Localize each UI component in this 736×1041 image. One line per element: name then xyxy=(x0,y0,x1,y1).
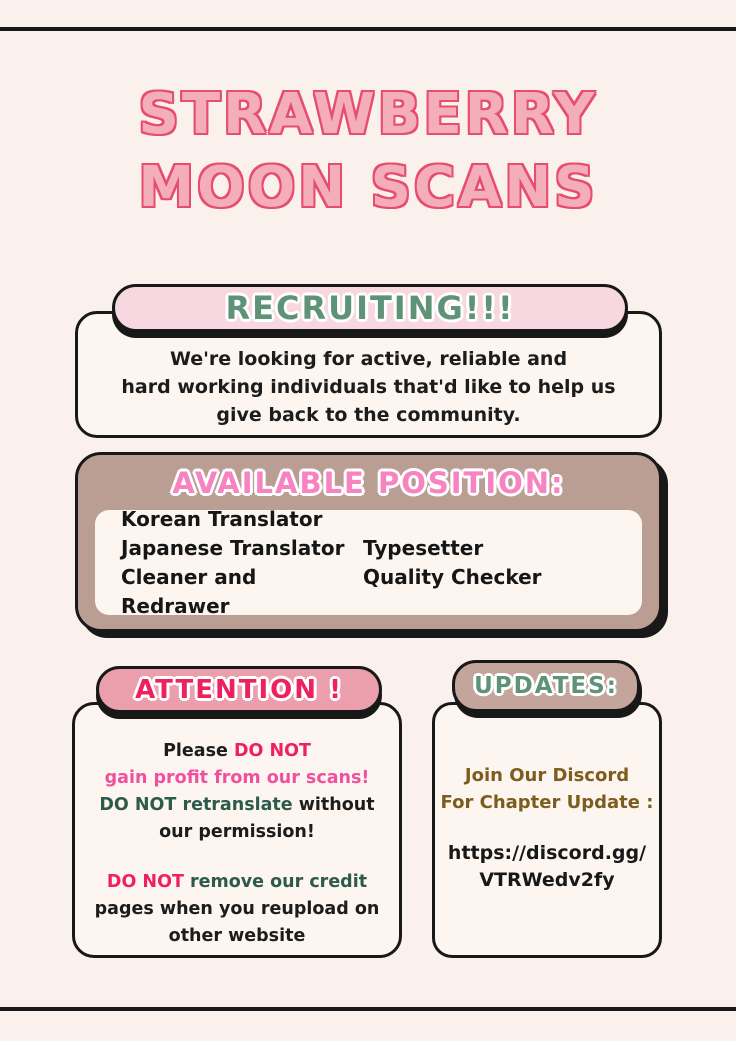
updates-heading: UPDATES: xyxy=(474,673,618,699)
positions-list-card xyxy=(95,506,642,618)
discord-link xyxy=(432,840,662,894)
attention-text-line: other website xyxy=(168,926,306,946)
positions-panel xyxy=(75,452,662,632)
attention-text-line: DO NOT retranslate without xyxy=(99,795,375,815)
recruiting-text xyxy=(75,345,662,429)
discord-invite-line: Join Our Discord xyxy=(464,765,630,786)
attention-paragraph-gap xyxy=(72,846,402,869)
position-item: Typesetter xyxy=(363,535,484,560)
group-title-line2: MOON SCANS xyxy=(138,155,598,220)
bottom-border-line xyxy=(0,1007,736,1011)
group-title xyxy=(0,78,736,224)
discord-link-line: VTRWedv2fy xyxy=(479,869,615,891)
recruiting-text-line: hard working individuals that'd like to help us xyxy=(121,376,616,398)
positions-column-right xyxy=(363,534,642,592)
position-item: Quality Checker xyxy=(363,564,542,589)
position-item: Japanese Translator xyxy=(121,535,345,560)
discord-link-line: https://discord.gg/ xyxy=(447,842,647,864)
updates-banner xyxy=(452,660,640,712)
attention-text-line: gain profit from our scans! xyxy=(104,768,370,788)
attention-text-line: pages when you reupload on xyxy=(94,899,380,919)
attention-text-line: our permission! xyxy=(159,822,315,842)
positions-column-left xyxy=(95,505,363,621)
updates-panel xyxy=(432,702,662,958)
positions-heading: AVAILABLE POSITION: xyxy=(172,466,565,500)
recruiting-text-line: give back to the community. xyxy=(216,404,521,426)
recruiting-heading: RECRUITING!!! xyxy=(225,289,515,327)
top-border-line xyxy=(0,27,736,31)
discord-invite-text xyxy=(432,762,662,816)
group-title-line1: STRAWBERRY xyxy=(138,82,598,147)
attention-text-line: DO NOT remove our credit xyxy=(106,872,368,892)
recruiting-text-line: We're looking for active, reliable and xyxy=(169,348,568,370)
position-item: Korean Translator xyxy=(121,506,323,531)
attention-heading: ATTENTION ! xyxy=(135,674,343,705)
discord-invite-line: For Chapter Update : xyxy=(440,792,654,813)
recruiting-banner xyxy=(112,284,628,332)
position-item: Cleaner and Redrawer xyxy=(121,564,257,618)
attention-text xyxy=(72,738,402,950)
attention-text-line: Please DO NOT xyxy=(163,741,311,761)
attention-banner xyxy=(96,666,382,713)
